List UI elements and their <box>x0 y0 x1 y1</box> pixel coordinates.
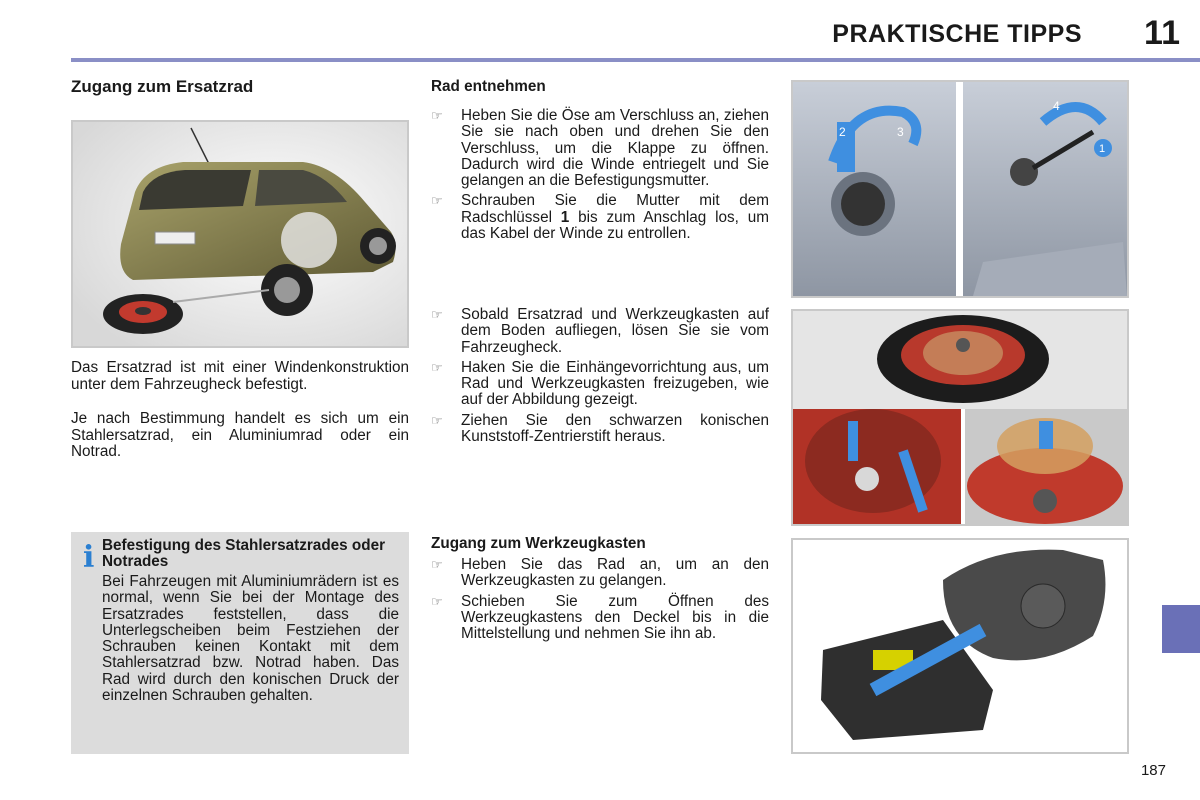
header-divider <box>71 58 1200 62</box>
info-box-title: Befestigung des Stahlersatzrades oder Notrades <box>102 537 386 570</box>
step-item <box>431 360 769 409</box>
wheel-release-figure-panel <box>791 309 1129 526</box>
figure-label: 4 <box>1053 99 1060 113</box>
toolbox-steps <box>431 557 769 646</box>
info-box <box>71 532 409 754</box>
section-title: Zugang zum Ersatzrad <box>71 77 254 96</box>
pointing-hand-icon: ☞ <box>431 557 443 572</box>
chapter-title: PRAKTISCHE TIPPS <box>832 20 1082 48</box>
chapter-number: 11 <box>1144 14 1180 52</box>
remove-wheel-steps <box>431 108 769 246</box>
step-text: Heben Sie das Rad an, um an den Werkzeugkasten zu gelangen. <box>461 556 769 590</box>
step-text: bis zum Anschlag los, um das Kabel der Winde zu entrollen. <box>461 208 769 243</box>
release-wheel-steps <box>431 307 769 449</box>
pointing-hand-icon: ☞ <box>431 307 443 322</box>
step-item <box>431 193 769 242</box>
pointing-hand-icon: ☞ <box>431 359 443 375</box>
info-icon: i <box>83 540 95 575</box>
step-text: Sobald Ersatzrad und Werkzeugkasten auf dem Boden aufliegen, lösen Sie sie vom Fahrzeugheck. <box>461 306 769 356</box>
car-spare-wheel-illustration <box>71 120 409 348</box>
heading-remove-wheel: Rad entnehmen <box>431 78 546 95</box>
step-item <box>431 413 769 446</box>
step-text: Haken Sie die Einhängevorrichtung aus, um Rad und Werkzeugkasten freizugeben, wie auf der Abbildung gezeigt. <box>461 358 769 409</box>
step-item <box>431 594 769 643</box>
info-box-text: Bei Fahrzeugen mit Aluminiumrädern ist es normal, wenn Sie bei der Montage des Ersatzrades feststellen, dass die Unterlegscheiben beim Festziehen der Schrauben keinen Kontakt mit dem Stahlersatzrad bzw. Notrad haben. Das Rad wird durch den konischen Druck der einzelnen Schrauben gehalten. <box>102 573 399 705</box>
chapter-side-tab <box>1162 605 1200 653</box>
step-text: Schieben Sie zum Öffnen des Werkzeugkastens den Deckel bis in die Mittelstellung und nehmen Sie ihn ab. <box>461 592 769 643</box>
pointing-hand-icon: ☞ <box>431 593 443 609</box>
toolbox-figure-panel <box>791 538 1129 754</box>
pointing-hand-icon: ☞ <box>431 412 443 428</box>
step-text: Ziehen Sie den schwarzen konischen Kunststoff-Zentrierstift heraus. <box>461 411 769 446</box>
step-item <box>431 307 769 356</box>
figure-label: 2 <box>839 125 846 139</box>
step-item <box>431 108 769 189</box>
step-ref-number: 1 <box>560 208 570 226</box>
intro-paragraph: Das Ersatzrad ist mit einer Windenkonstruktion unter dem Fahrzeugheck befestigt. <box>71 359 409 393</box>
pointing-hand-icon: ☞ <box>431 193 443 209</box>
figure-label: 1 <box>1099 143 1106 155</box>
page-number: 187 <box>1140 762 1166 779</box>
wheel-types-paragraph: Je nach Bestimmung handelt es sich um ein Stahlersatzrad, ein Aluminiumrad oder ein Notrad. <box>71 410 409 460</box>
step-text: Heben Sie die Öse am Verschluss an, ziehen Sie sie nach oben und drehen Sie den Verschluss, um die Klappe zu öffnen. Dadurch wird die Winde entriegelt und Sie gelangen an die Befestigungsmutter. <box>461 107 769 190</box>
latch-figure-panel <box>791 80 1129 298</box>
heading-toolbox-access: Zugang zum Werkzeugkasten <box>431 535 646 552</box>
step-text: Schrauben Sie die Mutter mit dem Radschlüssel <box>461 192 769 226</box>
step-item <box>431 557 769 590</box>
pointing-hand-icon: ☞ <box>431 108 443 123</box>
figure-label: 3 <box>897 125 904 139</box>
